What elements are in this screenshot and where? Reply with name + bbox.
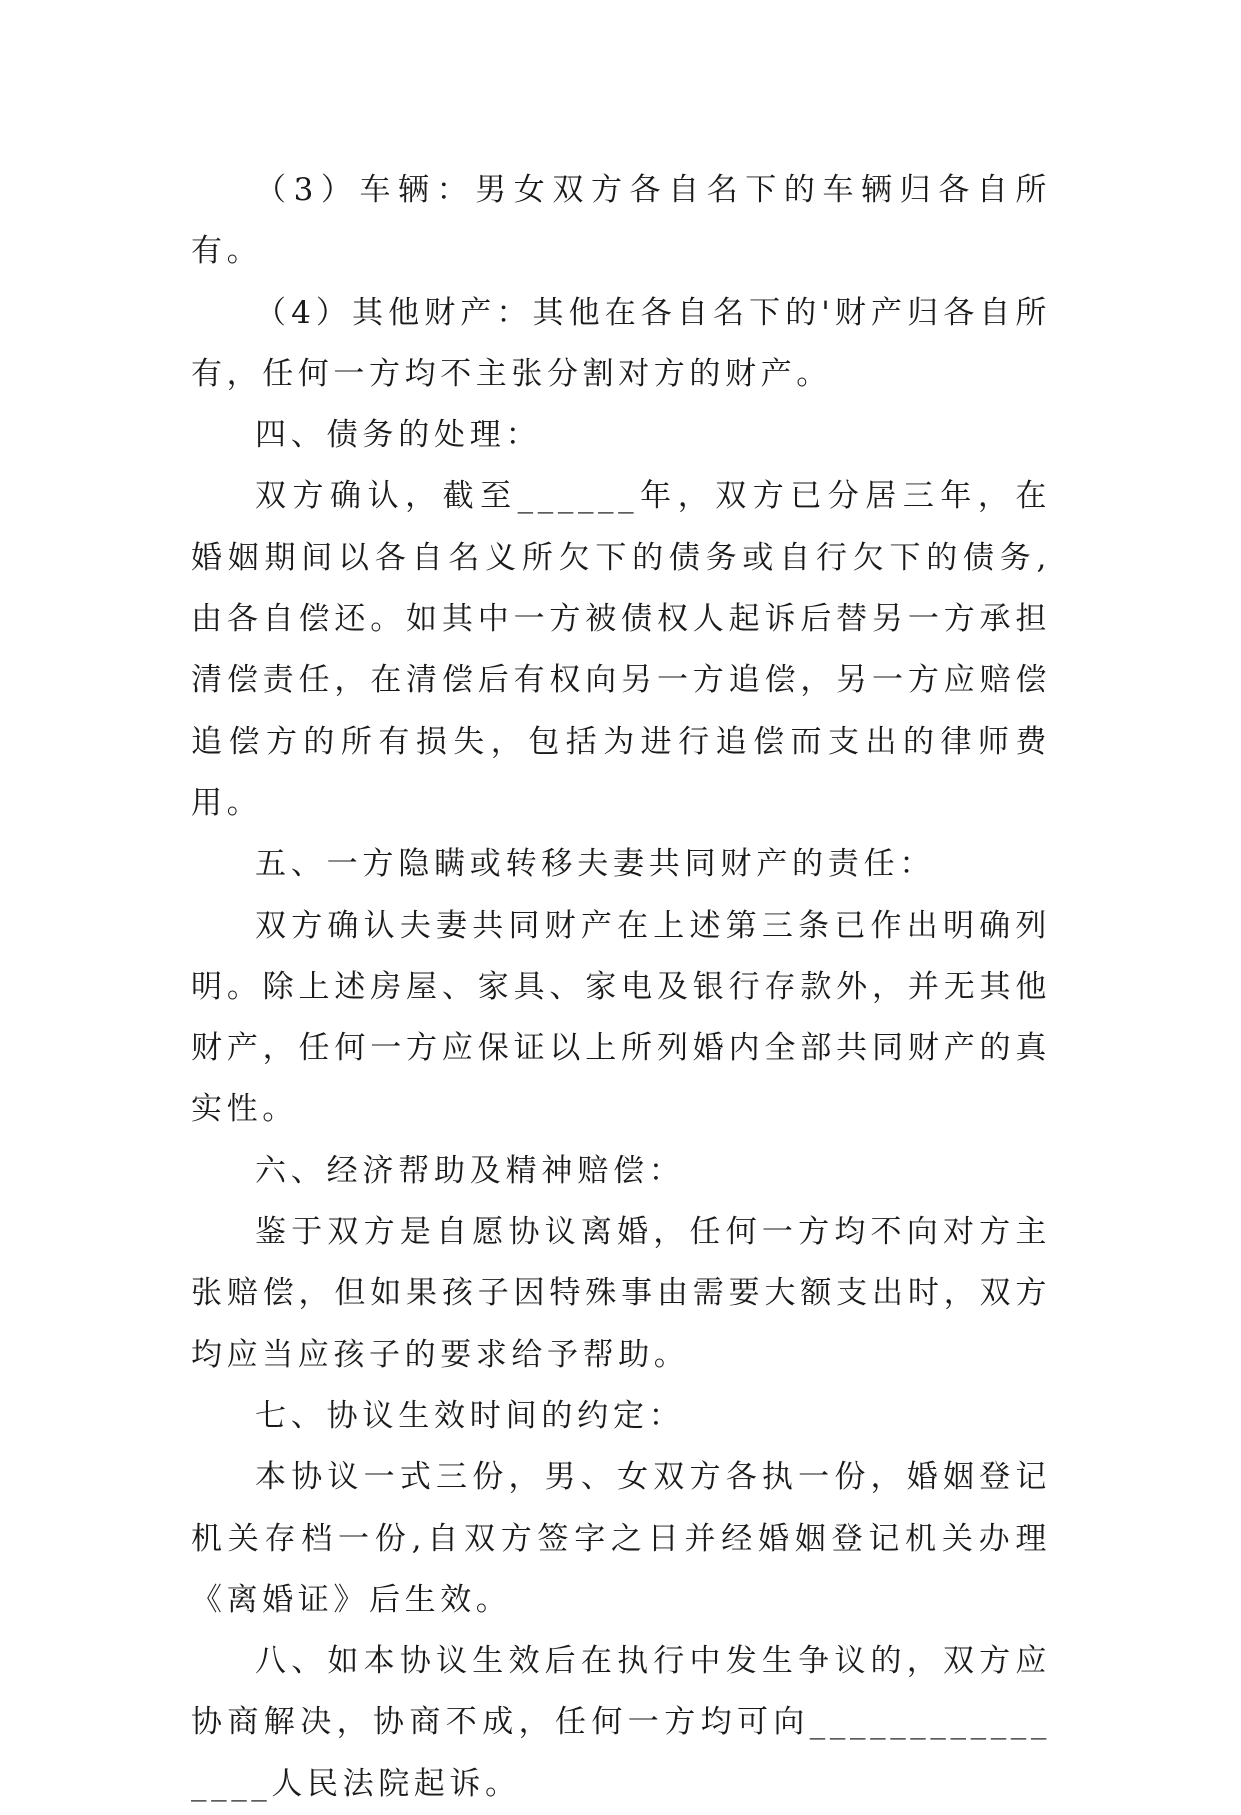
section-heading-debt: 四、债务的处理： — [255, 417, 542, 454]
section-heading-concealment: 五、一方隐瞒或转移夫妻共同财产的责任： — [255, 846, 936, 883]
paragraph-compensation: 鉴于双方是自愿协议离婚，任何一方均不向对方主张赔偿，但如果孩子因特殊事由需要大额支出时，双方均应当应孩子的要求给予帮助。 — [191, 1214, 1051, 1373]
paragraph-dispute: 八、如本协议生效后在执行中发生争议的，双方应协商解决，协商不成，任何一方均可向________________人民法院起诉。 — [191, 1643, 1051, 1802]
section-heading-effective: 七、协议生效时间的约定： — [255, 1397, 685, 1434]
paragraph-effective: 本协议一式三份，男、女双方各执一份，婚姻登记机关存档一份,自双方签字之日并经婚姻登记机关办理《离婚证》后生效。 — [191, 1459, 1051, 1618]
document-body — [191, 160, 1051, 1815]
paragraph-other-property: （4）其他财产：其他在各自名下的'财产归各自所有，任何一方均不主张分割对方的财产。 — [191, 294, 1051, 392]
paragraph-vehicles: （3）车辆：男女双方各自名下的车辆归各自所有。 — [191, 172, 1051, 270]
section-heading-compensation: 六、经济帮助及精神赔偿： — [255, 1152, 685, 1189]
paragraph-debt: 双方确认，截至______年，双方已分居三年，在婚姻期间以各自名义所欠下的债务或自行欠下的债务,由各自偿还。如其中一方被债权人起诉后替另一方承担清偿责任，在清偿后有权向另一方追偿，另一方应赔偿追偿方的所有损失，包括为进行追偿而支出的律师费用。 — [191, 478, 1051, 821]
paragraph-concealment: 双方确认夫妻共同财产在上述第三条已作出明确列明。除上述房屋、家具、家电及银行存款外，并无其他财产，任何一方应保证以上所列婚内全部共同财产的真实性。 — [191, 907, 1051, 1128]
